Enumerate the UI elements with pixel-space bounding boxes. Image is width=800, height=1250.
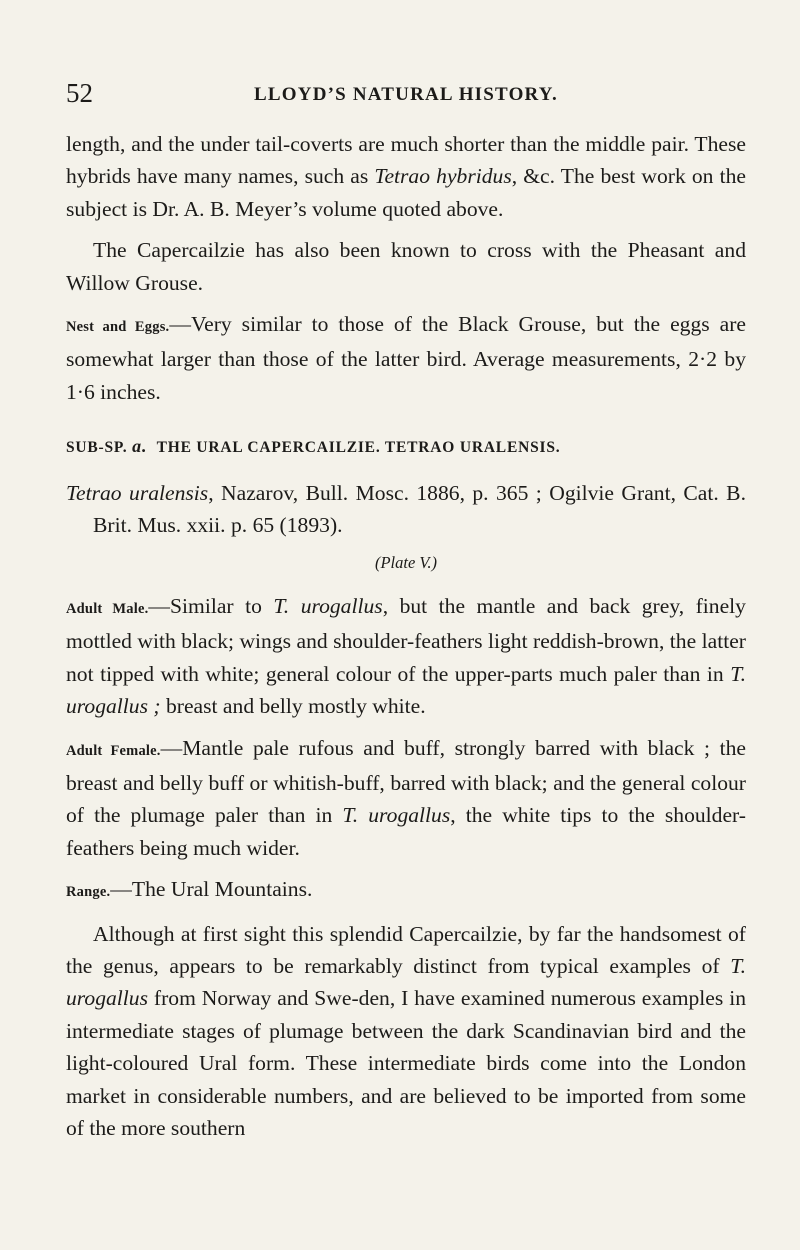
text-run: —Similar to [148, 593, 274, 618]
text-run: , Nazarov, Bull. Mosc. 1886, p. 365 ; Ogilvie Grant, Cat. B. Brit. Mus. xxii. p. 65 (1893). [93, 480, 746, 538]
paragraph-hybrids [66, 128, 746, 225]
text-run: —The Ural Mountains. [110, 877, 313, 902]
text-run: —Mantle pale rufous and buff, strongly barred with black ; the breast and belly buff or whitish-buff, barred with black; and the general colour of the plumage paler than in [66, 735, 746, 828]
text-run: breast and belly mostly white. [160, 694, 426, 719]
plate-reference [66, 547, 746, 579]
species-name: T. urogallus ; [66, 661, 746, 719]
section-label: Adult Female. [66, 742, 161, 759]
text-run: , &c. The best work on the subject is Dr. A. B. Meyer’s volume quoted above. [66, 164, 746, 221]
text-run: length, and the under tail-coverts are much shorter than the middle pair. These hybrids have many names, such as [66, 132, 746, 189]
paragraph-nest-and-eggs [66, 308, 746, 408]
bibliographic-reference [66, 477, 746, 542]
text-run: The Capercailzie has also been known to cross with the Pheasant and Willow Grouse. [66, 238, 746, 295]
species-name: T. urogallus [273, 593, 383, 618]
text-run: , but the mantle and back grey, finely mottled with black; wings and shoulder-feathers light reddish-brown, the latter not tipped with white; general colour of the upper-parts much paler than in [66, 593, 746, 686]
subspecies-prefix: SUB-SP. [66, 439, 128, 457]
paragraph-adult-male [66, 590, 746, 723]
text-run: , the white tips to the shoulder-feathers being much wider. [66, 803, 746, 860]
subspecies-heading [66, 430, 746, 464]
species-name: Tetrao hybridus [374, 164, 512, 189]
paragraph-adult-female [66, 732, 746, 865]
section-label: Range. [66, 884, 111, 901]
section-label: Nest and Eggs. [66, 319, 170, 336]
section-label: Adult Male. [66, 600, 149, 617]
subspecies-title: THE URAL CAPERCAILZIE. TETRAO URALENSIS. [156, 439, 561, 457]
page-header [66, 78, 746, 112]
text-run: Although at first sight this splendid Capercailzie, by far the handsomest of the genus, appears to be remarkably distinct from typical examples of [66, 921, 746, 978]
paragraph-range [66, 873, 746, 908]
page-body [66, 128, 746, 1144]
plate-label: (Plate V.) [374, 553, 437, 573]
subspecies-letter: a. [132, 436, 148, 457]
species-name: T. urogallus [342, 803, 451, 828]
paragraph-crossbreeding [66, 234, 746, 299]
text-run: —Very similar to those of the Black Grouse, but the eggs are somewhat larger than those of the latter bird. Average measurements, 2·2 by 1·6 inches. [66, 312, 746, 404]
page-number: 52 [66, 78, 93, 108]
species-name: Tetrao uralensis [66, 480, 209, 505]
species-name: T. urogallus [66, 953, 746, 1011]
running-head: LLOYD’S NATURAL HISTORY. [254, 84, 558, 105]
text-run: from Norway and Swe-den, I have examined numerous examples in intermediate stages of plumage between the dark Scandinavian bird and the light-coloured Ural form. These intermediate birds come into the London market in considerable numbers, and are believed to be imported from some of the more southern [66, 986, 746, 1140]
paragraph-discussion [66, 918, 746, 1145]
